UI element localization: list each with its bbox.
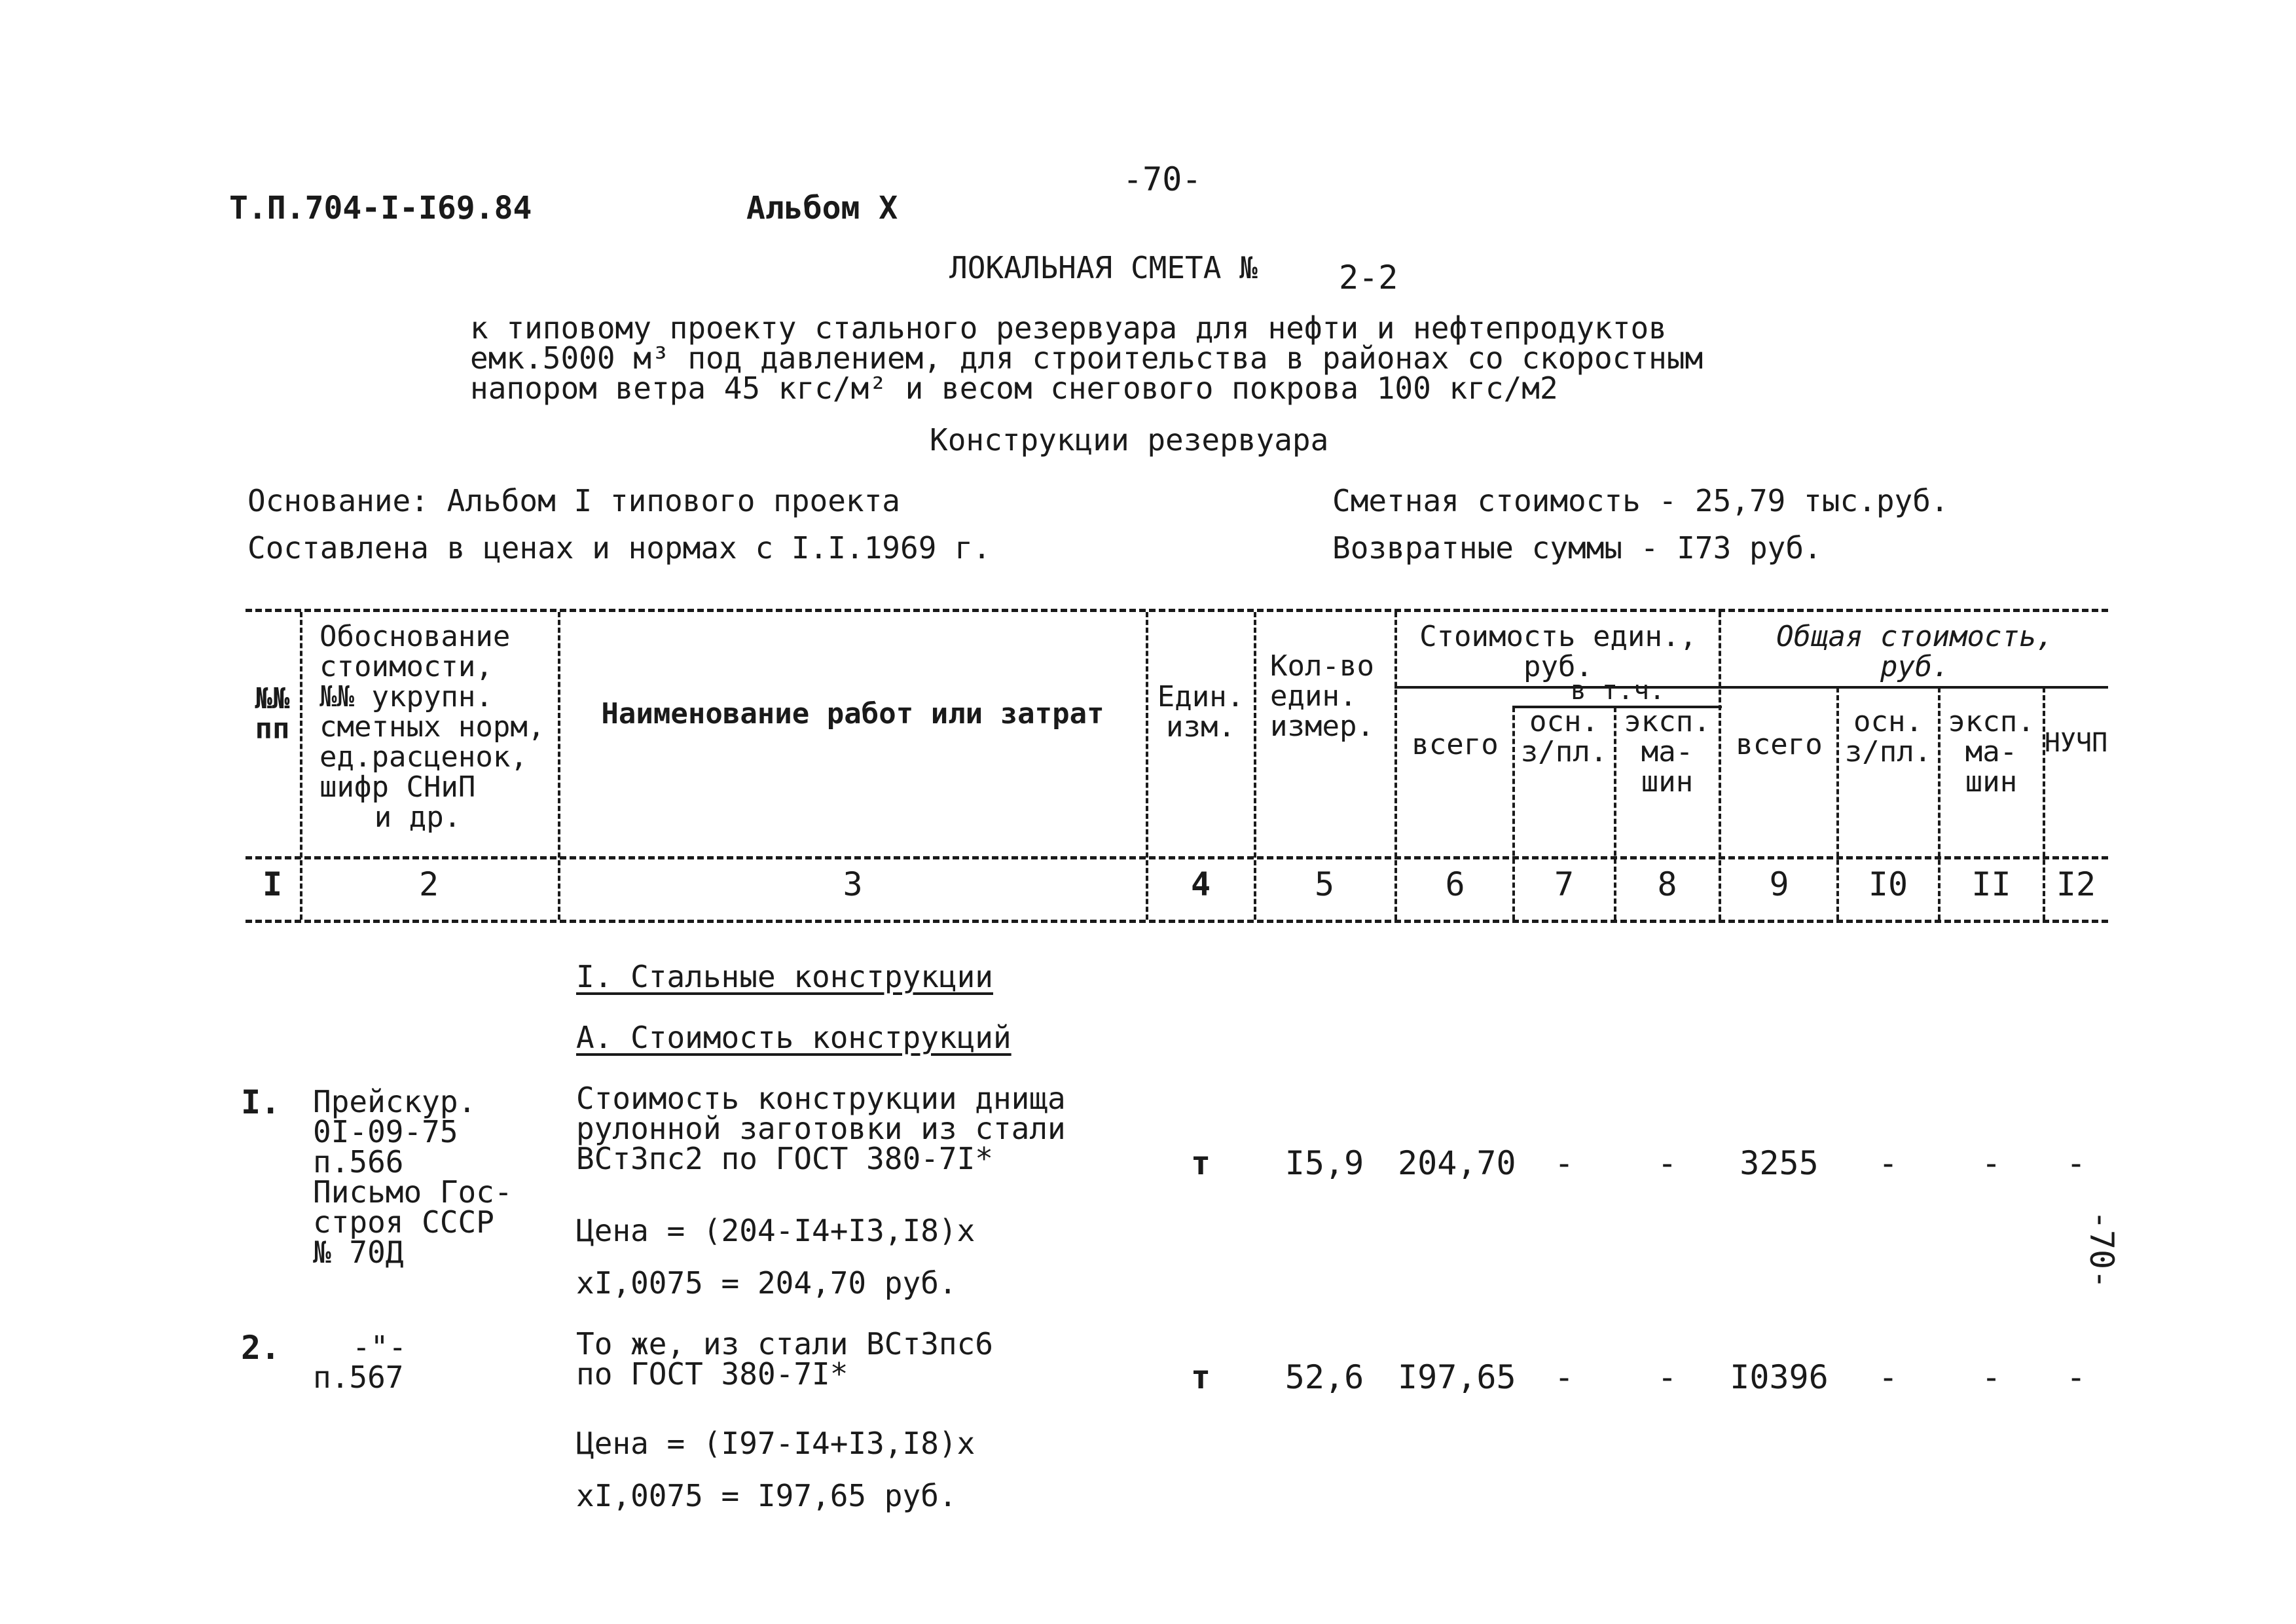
estimate-subtitle bbox=[470, 310, 1704, 406]
subsection-heading: А. Стоимость конструкций bbox=[576, 1020, 1011, 1055]
estimate-number: 2-2 bbox=[1339, 259, 1398, 297]
header-bottom-rule bbox=[246, 920, 2108, 923]
album-label: Альбом Х bbox=[746, 190, 898, 226]
col-divider bbox=[1394, 612, 1397, 920]
section-title: Конструкции резервуара bbox=[930, 422, 1329, 458]
column-number: 6 bbox=[1445, 865, 1465, 903]
column-number: I2 bbox=[2056, 865, 2096, 903]
header-number-rule bbox=[246, 856, 2108, 859]
row-unit-wage: - bbox=[1554, 1358, 1575, 1396]
header-col7: осн. з/пл. bbox=[1520, 705, 1608, 768]
row-unit-price: 204,70 bbox=[1398, 1144, 1516, 1182]
header-top-rule bbox=[246, 609, 2108, 612]
row-total-wage: - bbox=[1878, 1358, 1899, 1396]
subtitle-line: емк.5000 м³ под давлением, для строительства в районах со скоростным bbox=[470, 340, 1704, 376]
prices-basis-line: Составлена в ценах и нормах с I.I.1969 г. bbox=[247, 530, 991, 566]
col-divider bbox=[1146, 612, 1148, 920]
column-number: 7 bbox=[1554, 865, 1575, 903]
row-basis: Прейскур. 0I-09-75 п.566 Письмо Гос- строя СССР № 70Д bbox=[313, 1084, 513, 1270]
row-unit-machines: - bbox=[1657, 1358, 1677, 1396]
header-incl: в т.ч. bbox=[1570, 676, 1666, 706]
row-work-name: То же, из стали ВСт3пс6 по ГОСТ 380-7I* bbox=[576, 1326, 993, 1392]
header-total-cost: Общая стоимость, руб. bbox=[1776, 620, 2054, 683]
header-col5: Кол-во един. измер. bbox=[1270, 649, 1374, 743]
row-nuchp: - bbox=[2066, 1144, 2086, 1182]
column-number: 9 bbox=[1769, 865, 1789, 903]
row-total-machines: - bbox=[1981, 1358, 2001, 1396]
header-col10: осн. з/пл. bbox=[1844, 705, 1932, 768]
row-total-wage: - bbox=[1878, 1144, 1899, 1182]
row-quantity: I5,9 bbox=[1285, 1144, 1364, 1182]
row-unit-price: I97,65 bbox=[1398, 1358, 1516, 1396]
column-number: 2 bbox=[418, 865, 439, 903]
column-number: II bbox=[1971, 865, 2011, 903]
column-number: 8 bbox=[1657, 865, 1677, 903]
subtitle-line: к типовому проекту стального резервуара для нефти и нефтепродуктов bbox=[470, 310, 1667, 346]
column-number: 5 bbox=[1314, 865, 1335, 903]
row-total: 3255 bbox=[1740, 1144, 1819, 1182]
col-divider bbox=[1719, 612, 1721, 920]
header-col1: №№ пп bbox=[255, 682, 290, 746]
column-number: 3 bbox=[843, 865, 863, 903]
row-quantity: 52,6 bbox=[1285, 1358, 1364, 1396]
column-number: 4 bbox=[1190, 865, 1211, 903]
estimated-cost: Сметная стоимость - 25,79 тыс.руб. bbox=[1332, 483, 1949, 518]
basis-line: Основание: Альбом I типового проекта bbox=[247, 483, 900, 518]
row-nuchp: - bbox=[2066, 1358, 2086, 1396]
row-price-formula: Цена = (204-I4+I3,I8)х хI,0075 = 204,70 руб. bbox=[576, 1213, 975, 1301]
row-number: 2. bbox=[241, 1329, 281, 1367]
returnable-sums: Возвратные суммы - I73 руб. bbox=[1332, 530, 1822, 566]
header-col2: Обоснование стоимости, №№ укрупн. сметных норм, ед.расценок, шифр СНиП и др. bbox=[319, 620, 545, 834]
row-unit: т bbox=[1190, 1144, 1211, 1182]
header-unit-cost: Стоимость един., руб. bbox=[1419, 620, 1697, 683]
section-heading: I. Стальные конструкции bbox=[576, 959, 993, 994]
column-number: I bbox=[262, 865, 283, 903]
column-number: I0 bbox=[1868, 865, 1908, 903]
page-number: -70- bbox=[1123, 160, 1202, 198]
row-total: I0396 bbox=[1730, 1358, 1829, 1396]
subtitle-line: напором ветра 45 кгс/м² и весом снегового покрова 100 кгс/м2 bbox=[470, 370, 1558, 406]
row-unit-machines: - bbox=[1657, 1144, 1677, 1182]
document-code: Т.П.704-I-I69.84 bbox=[229, 190, 532, 226]
header-col9: всего bbox=[1736, 728, 1823, 761]
row-unit-wage: - bbox=[1554, 1144, 1575, 1182]
header-col4: Един. изм. bbox=[1157, 680, 1245, 744]
row-unit: т bbox=[1190, 1358, 1211, 1396]
header-col11: эксп. ма- шин bbox=[1948, 705, 2035, 799]
header-col3: Наименование работ или затрат bbox=[601, 697, 1104, 731]
estimate-title: ЛОКАЛЬНАЯ СМЕТА № bbox=[949, 250, 1258, 285]
row-basis: -"- п.567 bbox=[313, 1329, 407, 1395]
unit-cost-subrule bbox=[1394, 686, 2108, 689]
side-page-mark: -70- bbox=[2083, 1210, 2121, 1290]
row-price-formula: Цена = (I97-I4+I3,I8)х хI,0075 = I97,65 руб. bbox=[576, 1426, 975, 1513]
header-col6: всего bbox=[1412, 728, 1499, 761]
row-total-machines: - bbox=[1981, 1144, 2001, 1182]
header-col8: эксп. ма- шин bbox=[1624, 705, 1711, 799]
row-work-name: Стоимость конструкции днища рулонной заготовки из стали ВСт3пс2 по ГОСТ 380-7I* bbox=[576, 1081, 1066, 1176]
header-col12: НУЧП bbox=[2044, 728, 2108, 758]
row-number: I. bbox=[241, 1083, 281, 1121]
